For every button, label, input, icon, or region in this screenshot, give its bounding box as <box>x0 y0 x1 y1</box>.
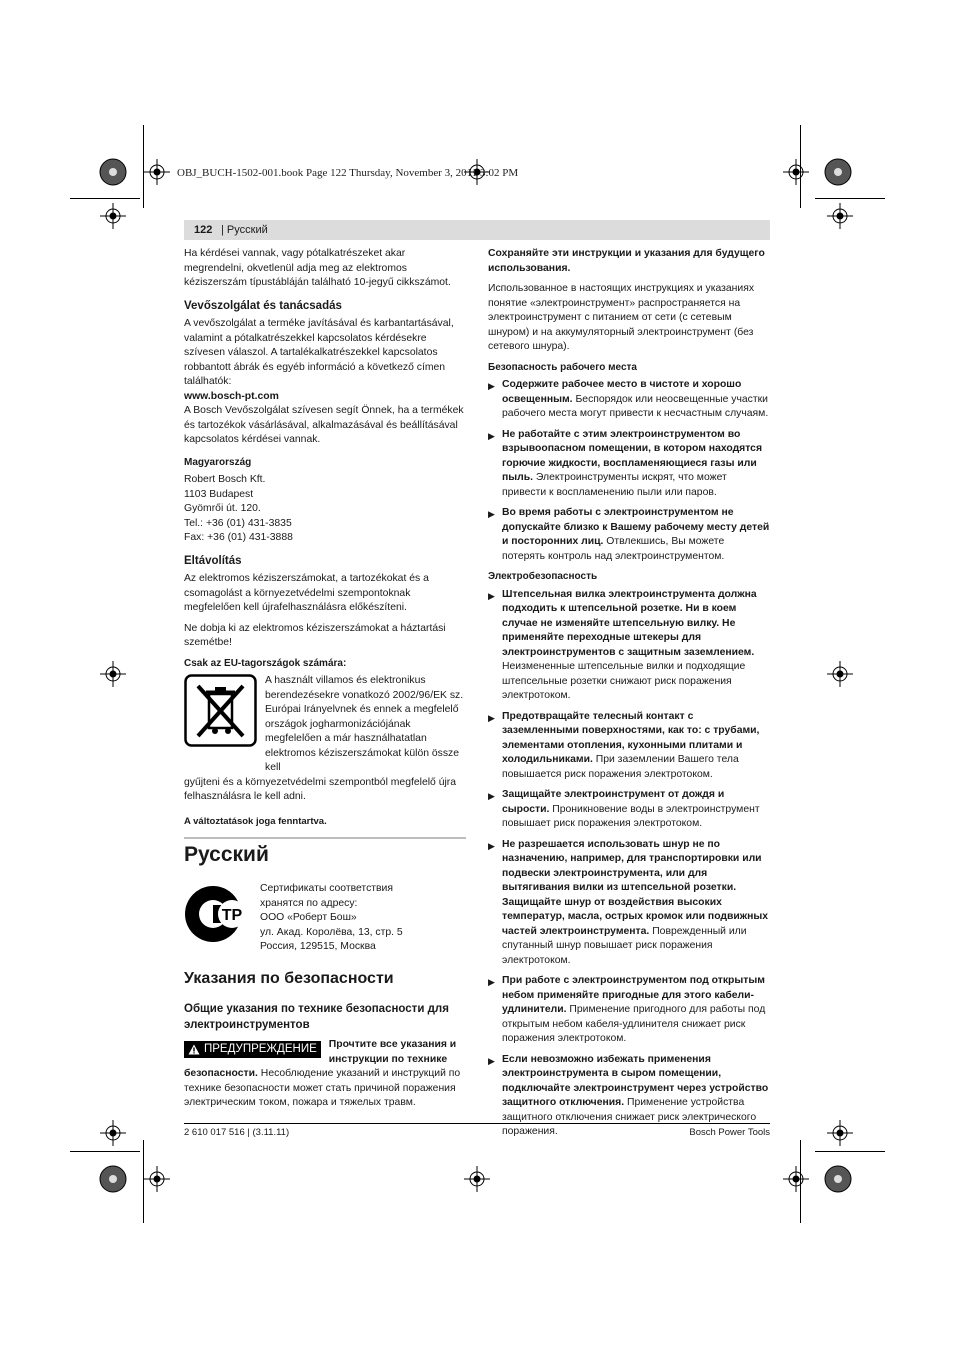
warning-bold: Прочтите все указания и инструкции по технике <box>328 1039 457 1065</box>
warning-text: Несоблюдение указаний и инструкций по технике безопасности может стать причиной поражения электрическим током, пожара и тяжелых травм. <box>184 1068 461 1108</box>
certificate-block <box>184 882 466 962</box>
electrical-item: ▶ Защищайте электроинструмент от дождя и сырости. Проникновение воды в электроинструмент повышает риск поражения электротоком. <box>488 788 770 832</box>
weee-block <box>184 674 466 776</box>
disposal-heading: Eltávolítás <box>184 554 242 567</box>
electrical-item: ▶ Если невозможно избежать применения электроинструмента в сыром помещении, подключайте электроинструмент через устройство защитного отключения. Применение устройства защитного отключения снижает риск электрического поражения. <box>488 1053 770 1140</box>
bullet-arrow-icon: ▶ <box>488 791 495 801</box>
workplace-item: ▶ Не работайте с этим электроинструментом во взрывоопасном помещении, в котором находятся горючие жидкости, воспламеняющиеся газы или пыль. Электроинструменты искрят, что может привести к воспламенению пыли или паров. <box>488 428 770 501</box>
eu-text-2: gyűjteni és a környezetvédelmi szempontból megfelelő újra felhasználásra le kell adni. <box>184 776 457 802</box>
service-url[interactable]: www.bosch-pt.com <box>184 390 279 402</box>
warning-block <box>184 1038 466 1111</box>
workplace-item: ▶ Во время работы с электроинструментом не допускайте близко к Вашему рабочему месту детей и посторонних лиц. Отвлекшись, Вы можете потерять контроль над электроинструментом. <box>488 506 770 564</box>
country-heading: Magyarország <box>184 456 252 468</box>
disposal-text-2: Ne dobja ki az elektromos kéziszerszámokat a háztartási szemétbe! <box>184 622 446 648</box>
bullet-arrow-icon: ▶ <box>488 590 495 601</box>
address-line: Gyömrői út. 120. <box>184 503 261 514</box>
page-language: | Русский <box>221 224 268 236</box>
intro-text: Ha kérdései vannak, vagy pótalkatrészeket akar megrendelni, okvetlenül adja meg az elektromos kéziszerszám típustábláján található 10-jegyű cikkszámot. <box>184 248 451 288</box>
cert-line: Россия, 129515, Москва <box>260 941 376 952</box>
page-header-bar <box>184 220 770 240</box>
electrical-item: ▶ Не разрешается использовать шнур не по назначению, например, для транспортировки или подвески электроинструмента, или для вытягивания вилки из штепсельной розетки. Защищайте шнур от воздействия высоких температур, масла, острых кромок или подвижных частей электроинструмента. Поврежденный или спутанный шнур повышает риск поражения электротоком. <box>488 838 770 969</box>
section-rule <box>184 837 466 839</box>
footer-doc-number: 2 610 017 516 | (3.11.11) <box>184 1127 290 1138</box>
right-column <box>488 247 770 1146</box>
warning-label: ПРЕДУПРЕЖДЕНИЕ <box>204 1043 317 1055</box>
cert-address <box>260 882 403 955</box>
safety-subtitle: Общие указания по технике безопасности для электроинструментов <box>184 1003 449 1031</box>
cert-logo-letters: TP <box>221 907 243 924</box>
service-text-2: A Bosch Vevőszolgálat szívesen segít Önnek, ha a termékek és tartozékok vásárlásával, alkalmazásával és beállításával kapcsolatos kérdései vannak. <box>184 405 464 445</box>
bullet-arrow-icon: ▶ <box>488 1055 495 1066</box>
section-title-russian: Русский <box>184 843 269 866</box>
eu-text: A használt villamos és elektronikus berendezésekre vonatkozó 2002/96/EK sz. Európai Irányelvnek és ennek a megfelelő országok jogharmonizációjának megfelelően a már használhatatlan elektromos kéziszerszámokat külön össze kell <box>265 675 464 773</box>
electrical-item: ▶ Штепсельная вилка электроинструмента должна подходить к штепсельной розетке. Ни в коем случае не изменяйте штепсельную вилку. Не применяйте переходные штекеры для электроинструментов с защитным заземлением. Неизмененные штепсельные вилки и подходящие штепсельные розетки снижают риск поражения электротоком. <box>488 588 770 704</box>
electrical-heading: Электробезопасность <box>488 571 598 582</box>
warning-bold-cont: безопасности. <box>184 1068 258 1079</box>
bullet-arrow-icon: ▶ <box>488 430 495 441</box>
book-header: OBJ_BUCH-1502-001.book Page 122 Thursday, November 3, 2011 3:02 PM <box>177 167 519 179</box>
warning-badge <box>184 1041 321 1058</box>
bullet-arrow-icon: ▶ <box>488 712 495 723</box>
electrical-item: ▶ При работе с электроинструментом под открытым небом применяйте пригодные для этого кабели-удлинители. Применение пригодного для работы под открытым небом кабеля-удлинителя снижает риск поражения электротоком. <box>488 974 770 1047</box>
cert-line: ул. Акад. Королёва, 13, стр. 5 <box>260 926 403 938</box>
workplace-heading: Безопасность рабочего места <box>488 361 637 373</box>
address-line: Fax: +36 (01) 431-3888 <box>184 532 293 543</box>
warning-triangle-icon <box>188 1044 200 1055</box>
address-line: 1103 Budapest <box>184 488 254 500</box>
keep-instructions: Сохраняйте эти инструкции и указания для будущего использования. <box>488 248 765 274</box>
safety-title: Указания по безопасности <box>184 970 394 987</box>
electrical-item: ▶ Предотвращайте телесный контакт с заземленными поверхностями, как то: с трубами, элементами отопления, кухонными плитами и холодильниками. При заземлении Вашего тела повышается риск поражения электротоком. <box>488 710 770 783</box>
bullet-arrow-icon: ▶ <box>488 977 495 987</box>
page-number: 122 <box>194 224 213 236</box>
cert-line: ООО «Роберт Бош» <box>260 912 357 923</box>
address-block <box>184 473 466 546</box>
bullet-arrow-icon: ▶ <box>488 381 495 391</box>
power-tool-definition: Использованное в настоящих инструкциях и указаниях понятие «электроинструмент» распространяется на электроинструмент с питанием от сети (с сетевым шнуром) и на аккумуляторный электроинструмент (без сетевого шнура). <box>488 283 755 352</box>
rights-reserved: A változtatások joga fenntartva. <box>184 815 327 827</box>
cert-line: хранятся по адресу: <box>260 897 358 909</box>
workplace-item: ▶ Содержите рабочее место в чистоте и хорошо освещенным. Беспорядок или неосвещенные участки рабочего места могут привести к несчастным случаям. <box>488 378 770 422</box>
bullet-arrow-icon: ▶ <box>488 840 495 851</box>
eu-heading: Csak az EU-tagországok számára: <box>184 657 347 669</box>
address-line: Robert Bosch Kft. <box>184 474 266 485</box>
disposal-text: Az elektromos kéziszerszámokat, a tartozékokat és a csomagolást a környezetvédelmi szempontoknak megfelelően kell újrafelhasználásra előkészíteni. <box>184 573 429 613</box>
address-line: Tel.: +36 (01) 431-3835 <box>184 517 292 529</box>
cert-line: Сертификаты соответствия <box>260 883 393 894</box>
left-column <box>184 247 466 829</box>
service-heading: Vevőszolgálat és tanácsadás <box>184 299 342 312</box>
bullet-arrow-icon: ▶ <box>488 509 495 519</box>
weee-crossed-bin-icon <box>184 674 257 747</box>
service-text: A vevőszolgálat a terméke javításával és karbantartásával, valamint a pótalkatrészekkel kapcsolatos kérdésekre szívesen válaszol. A tartalékalkatrészekkel kapcsolatos robbantott ábrák és egyéb információ a következő címen találhatók: <box>184 318 454 387</box>
eac-cert-logo-icon <box>184 884 248 944</box>
footer-rule <box>184 1123 770 1124</box>
footer-brand: Bosch Power Tools <box>689 1127 770 1138</box>
